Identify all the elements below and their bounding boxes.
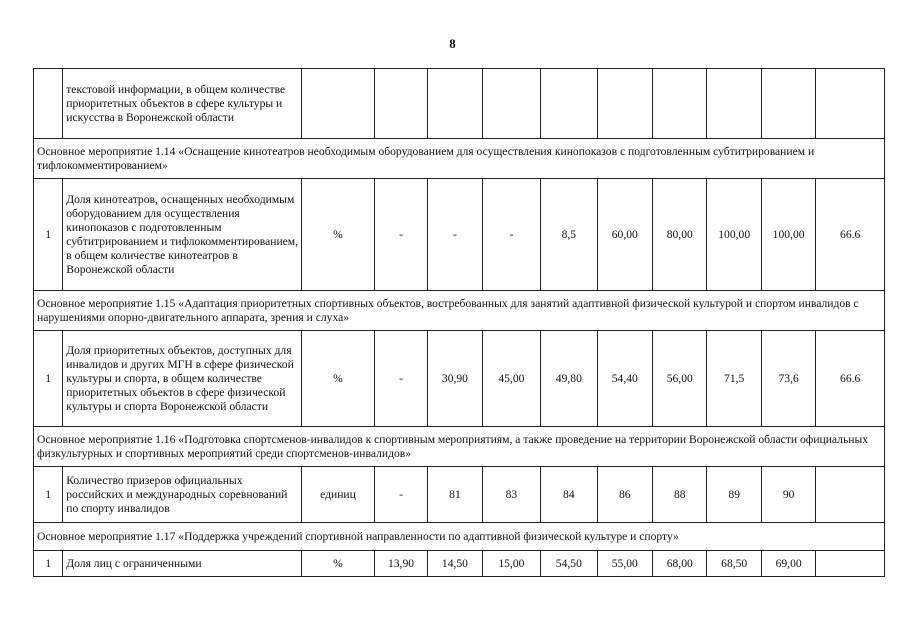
indicator-row [34, 331, 885, 427]
value-cell: 30,90 [428, 331, 482, 427]
value-cell: 100,00 [761, 179, 815, 291]
value-cell: 84 [541, 467, 597, 523]
section-title: Основное мероприятие 1.14 «Оснащение кинотеатров необходимым оборудованием для осуществления кинопоказов с подготовленным субтитрированием и тифлокомментированием» [34, 139, 885, 179]
value-cell: 89 [707, 467, 761, 523]
value-cell: 69,00 [761, 551, 815, 577]
value-cell [597, 69, 652, 139]
value-cell: 55,00 [597, 551, 652, 577]
value-cell [428, 69, 482, 139]
indicator-description: текстовой информации, в общем количестве приоритетных объектов в сфере культуры и искусства в Воронежской области [63, 69, 302, 139]
value-cell: 60,00 [597, 179, 652, 291]
indicator-row [34, 69, 885, 139]
value-cell [541, 69, 597, 139]
indicator-description: Доля приоритетных объектов, доступных для инвалидов и других МГН в сфере физической культуры и спорта, в общем количестве приоритетных объектов в сфере физической культуры и спорта Воронежской области [63, 331, 302, 427]
value-cell: 83 [482, 467, 540, 523]
value-cell: 8,5 [541, 179, 597, 291]
value-cell [374, 69, 427, 139]
unit-cell [302, 69, 375, 139]
unit-cell: % [302, 551, 375, 577]
value-cell: 73,6 [761, 331, 815, 427]
section-header-row [34, 291, 885, 331]
indicator-row [34, 467, 885, 523]
value-cell: - [374, 467, 427, 523]
value-cell: 86 [597, 467, 652, 523]
value-cell: 66.6 [816, 179, 885, 291]
value-cell: - [428, 179, 482, 291]
value-cell: 54,40 [597, 331, 652, 427]
unit-cell: % [302, 179, 375, 291]
row-number: 1 [34, 331, 63, 427]
value-cell [482, 69, 540, 139]
value-cell: 100,00 [707, 179, 761, 291]
section-title: Основное мероприятие 1.17 «Поддержка учреждений спортивной направленности по адаптивной физической культуре и спорту» [34, 523, 885, 551]
section-header-row [34, 523, 885, 551]
row-number [34, 69, 63, 139]
value-cell: 54,50 [541, 551, 597, 577]
value-cell: 88 [653, 467, 707, 523]
value-cell [816, 551, 885, 577]
value-cell [816, 69, 885, 139]
section-header-row [34, 139, 885, 179]
value-cell: 13,90 [374, 551, 427, 577]
value-cell: 66.6 [816, 331, 885, 427]
unit-cell: % [302, 331, 375, 427]
section-header-row [34, 427, 885, 467]
row-number: 1 [34, 467, 63, 523]
value-cell [761, 69, 815, 139]
indicator-description: Количество призеров официальных российских и международных соревнований по спорту инвалидов [63, 467, 302, 523]
value-cell [707, 69, 761, 139]
indicator-row [34, 551, 885, 577]
section-title: Основное мероприятие 1.16 «Подготовка спортсменов-инвалидов к спортивным мероприятиям, а также проведение на территории Воронежской области официальных физкультурных и спортивных мероприятий среди спортсменов-инвалидов» [34, 427, 885, 467]
value-cell [816, 467, 885, 523]
value-cell: 68,50 [707, 551, 761, 577]
section-title: Основное мероприятие 1.15 «Адаптация приоритетных спортивных объектов, востребованных для занятий адаптивной физической культурой и спортом инвалидов с нарушениями опорно-двигательного аппарата, зрения и слуха» [34, 291, 885, 331]
value-cell: 80,00 [653, 179, 707, 291]
page-number: 8 [449, 36, 456, 51]
value-cell: - [482, 179, 540, 291]
value-cell: 68,00 [653, 551, 707, 577]
value-cell: 90 [761, 467, 815, 523]
row-number: 1 [34, 179, 63, 291]
unit-cell: единиц [302, 467, 375, 523]
value-cell: - [374, 179, 427, 291]
row-number: 1 [34, 551, 63, 577]
indicator-description: Доля лиц с ограниченными [63, 551, 302, 577]
indicator-description: Доля кинотеатров, оснащенных необходимым оборудованием для осуществления кинопоказов с подготовленным субтитрированием и тифлокомментированием, в общем количестве кинотеатров в Воронежской области [63, 179, 302, 291]
value-cell: 71,5 [707, 331, 761, 427]
indicators-table [33, 68, 885, 577]
value-cell: 56,00 [653, 331, 707, 427]
value-cell: 14,50 [428, 551, 482, 577]
indicator-row [34, 179, 885, 291]
value-cell: - [374, 331, 427, 427]
value-cell: 15,00 [482, 551, 540, 577]
value-cell: 49,80 [541, 331, 597, 427]
value-cell: 81 [428, 467, 482, 523]
value-cell: 45,00 [482, 331, 540, 427]
value-cell [653, 69, 707, 139]
